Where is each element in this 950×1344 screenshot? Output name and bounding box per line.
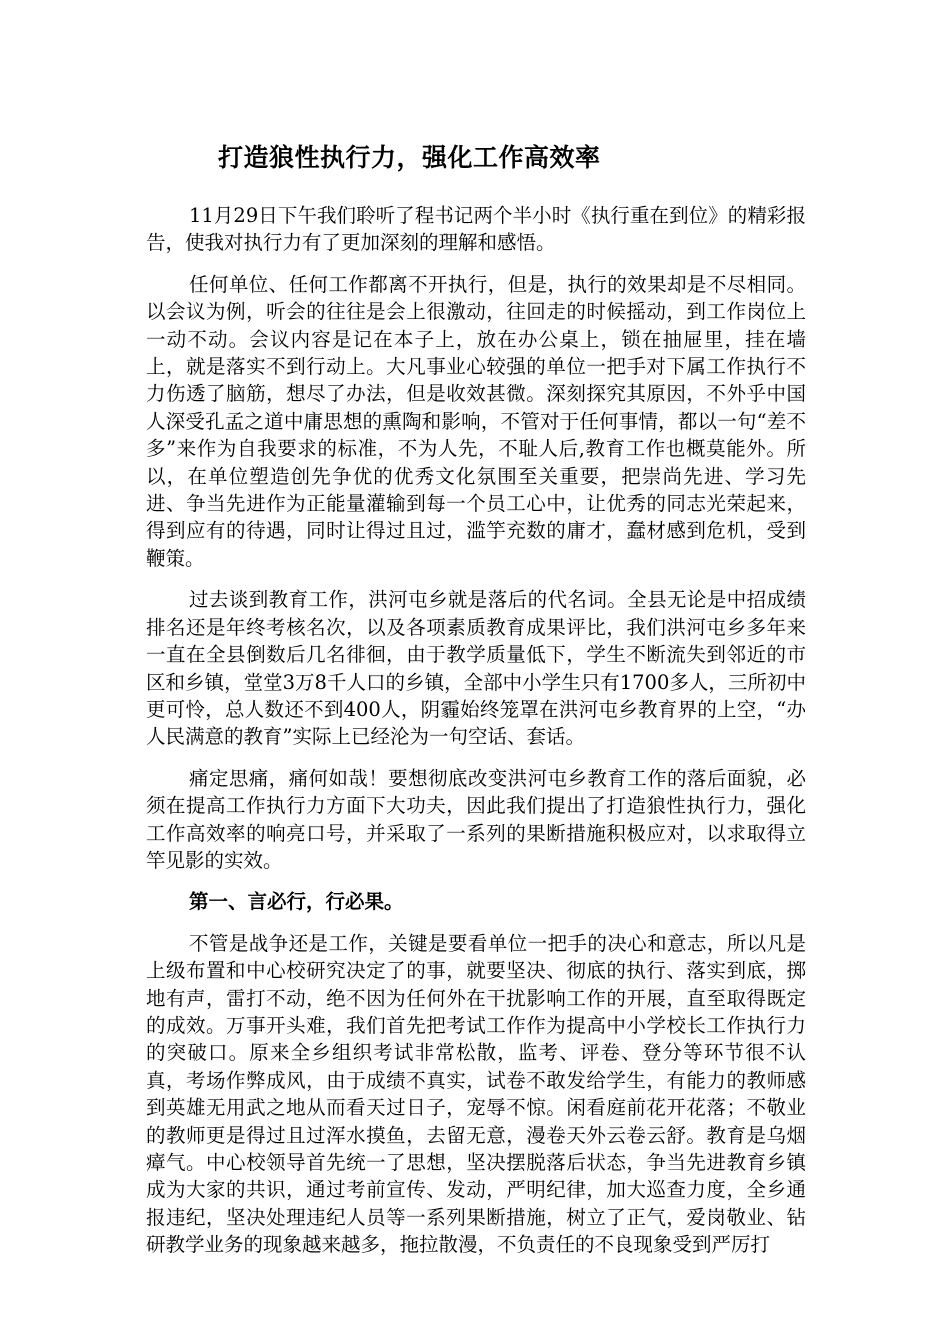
- paragraph-intro: 11月29日下午我们聆听了程书记两个半小时《执行重在到位》的精彩报告，使我对执行力有了更加深刻的理解和感悟。: [146, 204, 806, 255]
- paragraph-past-education: 过去谈到教育工作，洪河屯乡就是落后的代名词。全县无论是中招成绩排名还是年终考核名次，以及各项素质教育成果评比，我们洪河屯乡多年来一直在全县倒数后几名徘徊，由于教学质量低下，学生不断流失到邻近的市区和乡镇，堂堂3万8千人口的乡镇，全部中小学生只有1700多人，三所初中更可怜，总人数还不到400人，阴霾始终笼罩在洪河屯乡教育界的上空，“办人民满意的教育”实际上已经沦为一句空话、套话。: [146, 588, 806, 749]
- paragraph-execution-effect: 任何单位、任何工作都离不开执行，但是，执行的效果却是不尽相同。以会议为例，听会的往往是会上很激动，往回走的时候摇动，到工作岗位上一动不动。会议内容是记在本子上，放在办公桌上，锁在抽屉里，挂在墙上，就是落实不到行动上。大凡事业心较强的单位一把手对下属工作执行不力伤透了脑筋，想尽了办法，但是收效甚微。深刻探究其原因，不外乎中国人深受孔孟之道中庸思想的熏陶和影响，不管对于任何事情，都以一句“差不多”来作为自我要求的标准，不为人先，不耻人后,教育工作也概莫能外。所以，在单位塑造创先争优的优秀文化氛围至关重要，把崇尚先进、学习先进、争当先进作为正能量灌输到每一个员工心中，让优秀的同志光荣起来，得到应有的待遇，同时让得过且过，滥竽充数的庸才，蠢材感到危机，受到鞭策。: [146, 272, 806, 570]
- paragraph-section-first: 不管是战争还是工作，关键是要看单位一把手的决心和意志，所以凡是上级布置和中心校研究决定了的事，就要坚决、彻底的执行、落实到底，掷地有声，雷打不动，绝不因为任何外在干扰影响工作的开展，直至取得既定的成效。万事开头难，我们首先把考试工作作为提高中小学校长工作执行力的突破口。原来全乡组织考试非常松散，监考、评卷、登分等环节很不认真，考场作弊成风，由于成绩不真实，试卷不敢发给学生，有能力的教师感到英雄无用武之地从而看天过日子，宠辱不惊。闲看庭前花开花落；不敬业的教师更是得过且过浑水摸鱼，去留无意，漫卷天外云卷云舒。教育是乌烟瘴气。中心校领导首先统一了思想，坚决摆脱落后状态，争当先进教育乡镇成为大家的共识，通过考前宣传、发动，严明纪律，加大巡查力度，全乡通报违纪，坚决处理违纪人员等一系列果断措施，树立了正气，爱岗敬业、钻研教学业务的现象越来越多，拖拉散漫，不负责任的不良现象受到严厉打: [146, 931, 806, 1257]
- document-page: [146, 140, 806, 1273]
- document-title: 打造狼性执行力，强化工作高效率: [218, 143, 601, 172]
- paragraph-resolution: 痛定思痛，痛何如哉！要想彻底改变洪河屯乡教育工作的落后面貌，必须在提高工作执行力方面下大功夫，因此我们提出了打造狼性执行力，强化工作高效率的响亮口号，并采取了一系列的果断措施积极应对，以求取得立竿见影的实效。: [146, 766, 806, 872]
- section-heading-first: 第一、言必行，行必果。: [189, 890, 404, 914]
